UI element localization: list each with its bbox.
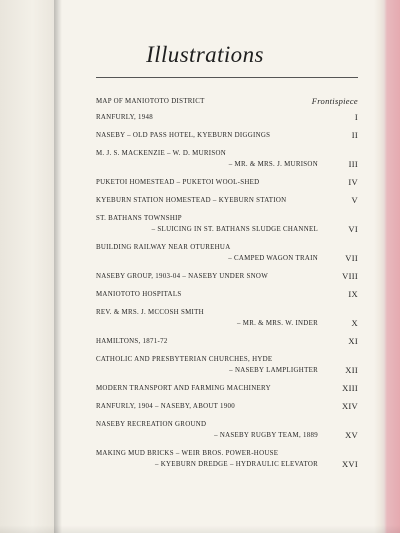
plate-number: XIII <box>342 383 358 393</box>
illustration-entry <box>96 289 358 300</box>
illustration-entry <box>96 130 358 141</box>
illustration-caption: MODERN TRANSPORT AND FARMING MACHINERY XIII <box>96 383 358 393</box>
illustration-entry <box>96 383 358 394</box>
illustration-entry <box>96 307 358 329</box>
illustration-caption-continued: – SLUICING IN ST. BATHANS SLUDGE CHANNEL VI <box>151 224 358 234</box>
illustration-caption-continued: – CAMPED WAGON TRAIN VII <box>228 253 358 263</box>
plate-number: I <box>354 112 358 122</box>
illustration-caption: PUKETOI HOMESTEAD – PUKETOI WOOL-SHED IV <box>96 177 358 187</box>
illustration-entry <box>96 419 358 441</box>
illustration-entry <box>96 148 358 170</box>
plate-number: Frontispiece <box>311 96 358 106</box>
illustration-caption: REV. & MRS. J. MCCOSH SMITH <box>96 309 204 316</box>
illustration-entry <box>96 401 358 412</box>
illustration-caption: NASEBY RECREATION GROUND <box>96 421 207 428</box>
illustration-caption: RANFURLY, 1948 I <box>96 112 358 122</box>
plate-number: VI <box>348 224 358 234</box>
plate-number: V <box>351 195 358 205</box>
illustration-caption-continued: – MR. & MRS. J. MURISON III <box>228 159 358 169</box>
illustration-caption: RANFURLY, 1904 – NASEBY, ABOUT 1900 XIV <box>96 401 358 411</box>
illustration-caption: BUILDING RAILWAY NEAR OTUREHUA <box>96 244 231 251</box>
illustration-entry <box>96 177 358 188</box>
page-bottom-shadow <box>0 525 400 533</box>
illustrations-list <box>96 96 358 477</box>
illustration-caption: M. J. S. MACKENZIE – W. D. MURISON <box>96 150 227 157</box>
plate-number: IX <box>348 289 358 299</box>
illustration-caption: HAMILTONS, 1871-72 XI <box>96 336 358 346</box>
illustration-entry <box>96 195 358 206</box>
title-rule <box>96 77 358 78</box>
illustration-caption: ST. BATHANS TOWNSHIP <box>96 215 182 222</box>
illustration-caption: MANIOTOTO HOSPITALS IX <box>96 289 358 299</box>
illustration-entry <box>96 213 358 235</box>
plate-number: VII <box>345 253 358 263</box>
plate-number: XV <box>345 430 358 440</box>
spine-shadow <box>54 0 62 533</box>
illustration-entry <box>96 242 358 264</box>
plate-number: III <box>348 159 358 169</box>
illustration-entry <box>96 354 358 376</box>
illustration-caption-continued: – KYEBURN DREDGE – HYDRAULIC ELEVATOR XVI <box>154 459 358 469</box>
book-cover-edge <box>374 0 400 533</box>
illustration-caption: NASEBY GROUP, 1903-04 – NASEBY UNDER SNOW VIII <box>96 271 358 281</box>
illustration-entry <box>96 112 358 123</box>
illustration-caption: MAKING MUD BRICKS – WEIR BROS. POWER-HOUSE <box>96 450 279 457</box>
plate-number: XVI <box>341 459 358 469</box>
illustration-caption: CATHOLIC AND PRESBYTERIAN CHURCHES, HYDE <box>96 356 273 363</box>
plate-number: XII <box>345 365 358 375</box>
plate-number: X <box>351 318 358 328</box>
plate-number: IV <box>348 177 358 187</box>
illustration-caption-continued: – MR. & MRS. W. INDER X <box>237 318 358 328</box>
illustration-entry <box>96 96 358 107</box>
illustration-caption-continued: – NASEBY RUGBY TEAM, 1889 XV <box>214 430 358 440</box>
illustration-entry <box>96 271 358 282</box>
illustration-entry <box>96 336 358 347</box>
plate-number: VIII <box>342 271 358 281</box>
illustration-caption: NASEBY – OLD PASS HOTEL, KYEBURN DIGGINGS II <box>96 130 358 140</box>
illustration-caption: MAP OF MANIOTOTO DISTRICT Frontispiece <box>96 96 358 106</box>
page-title: Illustrations <box>146 42 264 67</box>
plate-number: XI <box>348 336 358 346</box>
illustration-caption: KYEBURN STATION HOMESTEAD – KYEBURN STATION V <box>96 195 358 205</box>
illustration-entry <box>96 448 358 470</box>
illustration-caption-continued: – NASEBY LAMPLIGHTER XII <box>229 365 358 375</box>
plate-number: XIV <box>341 401 358 411</box>
plate-number: II <box>351 130 358 140</box>
facing-page <box>0 0 54 533</box>
